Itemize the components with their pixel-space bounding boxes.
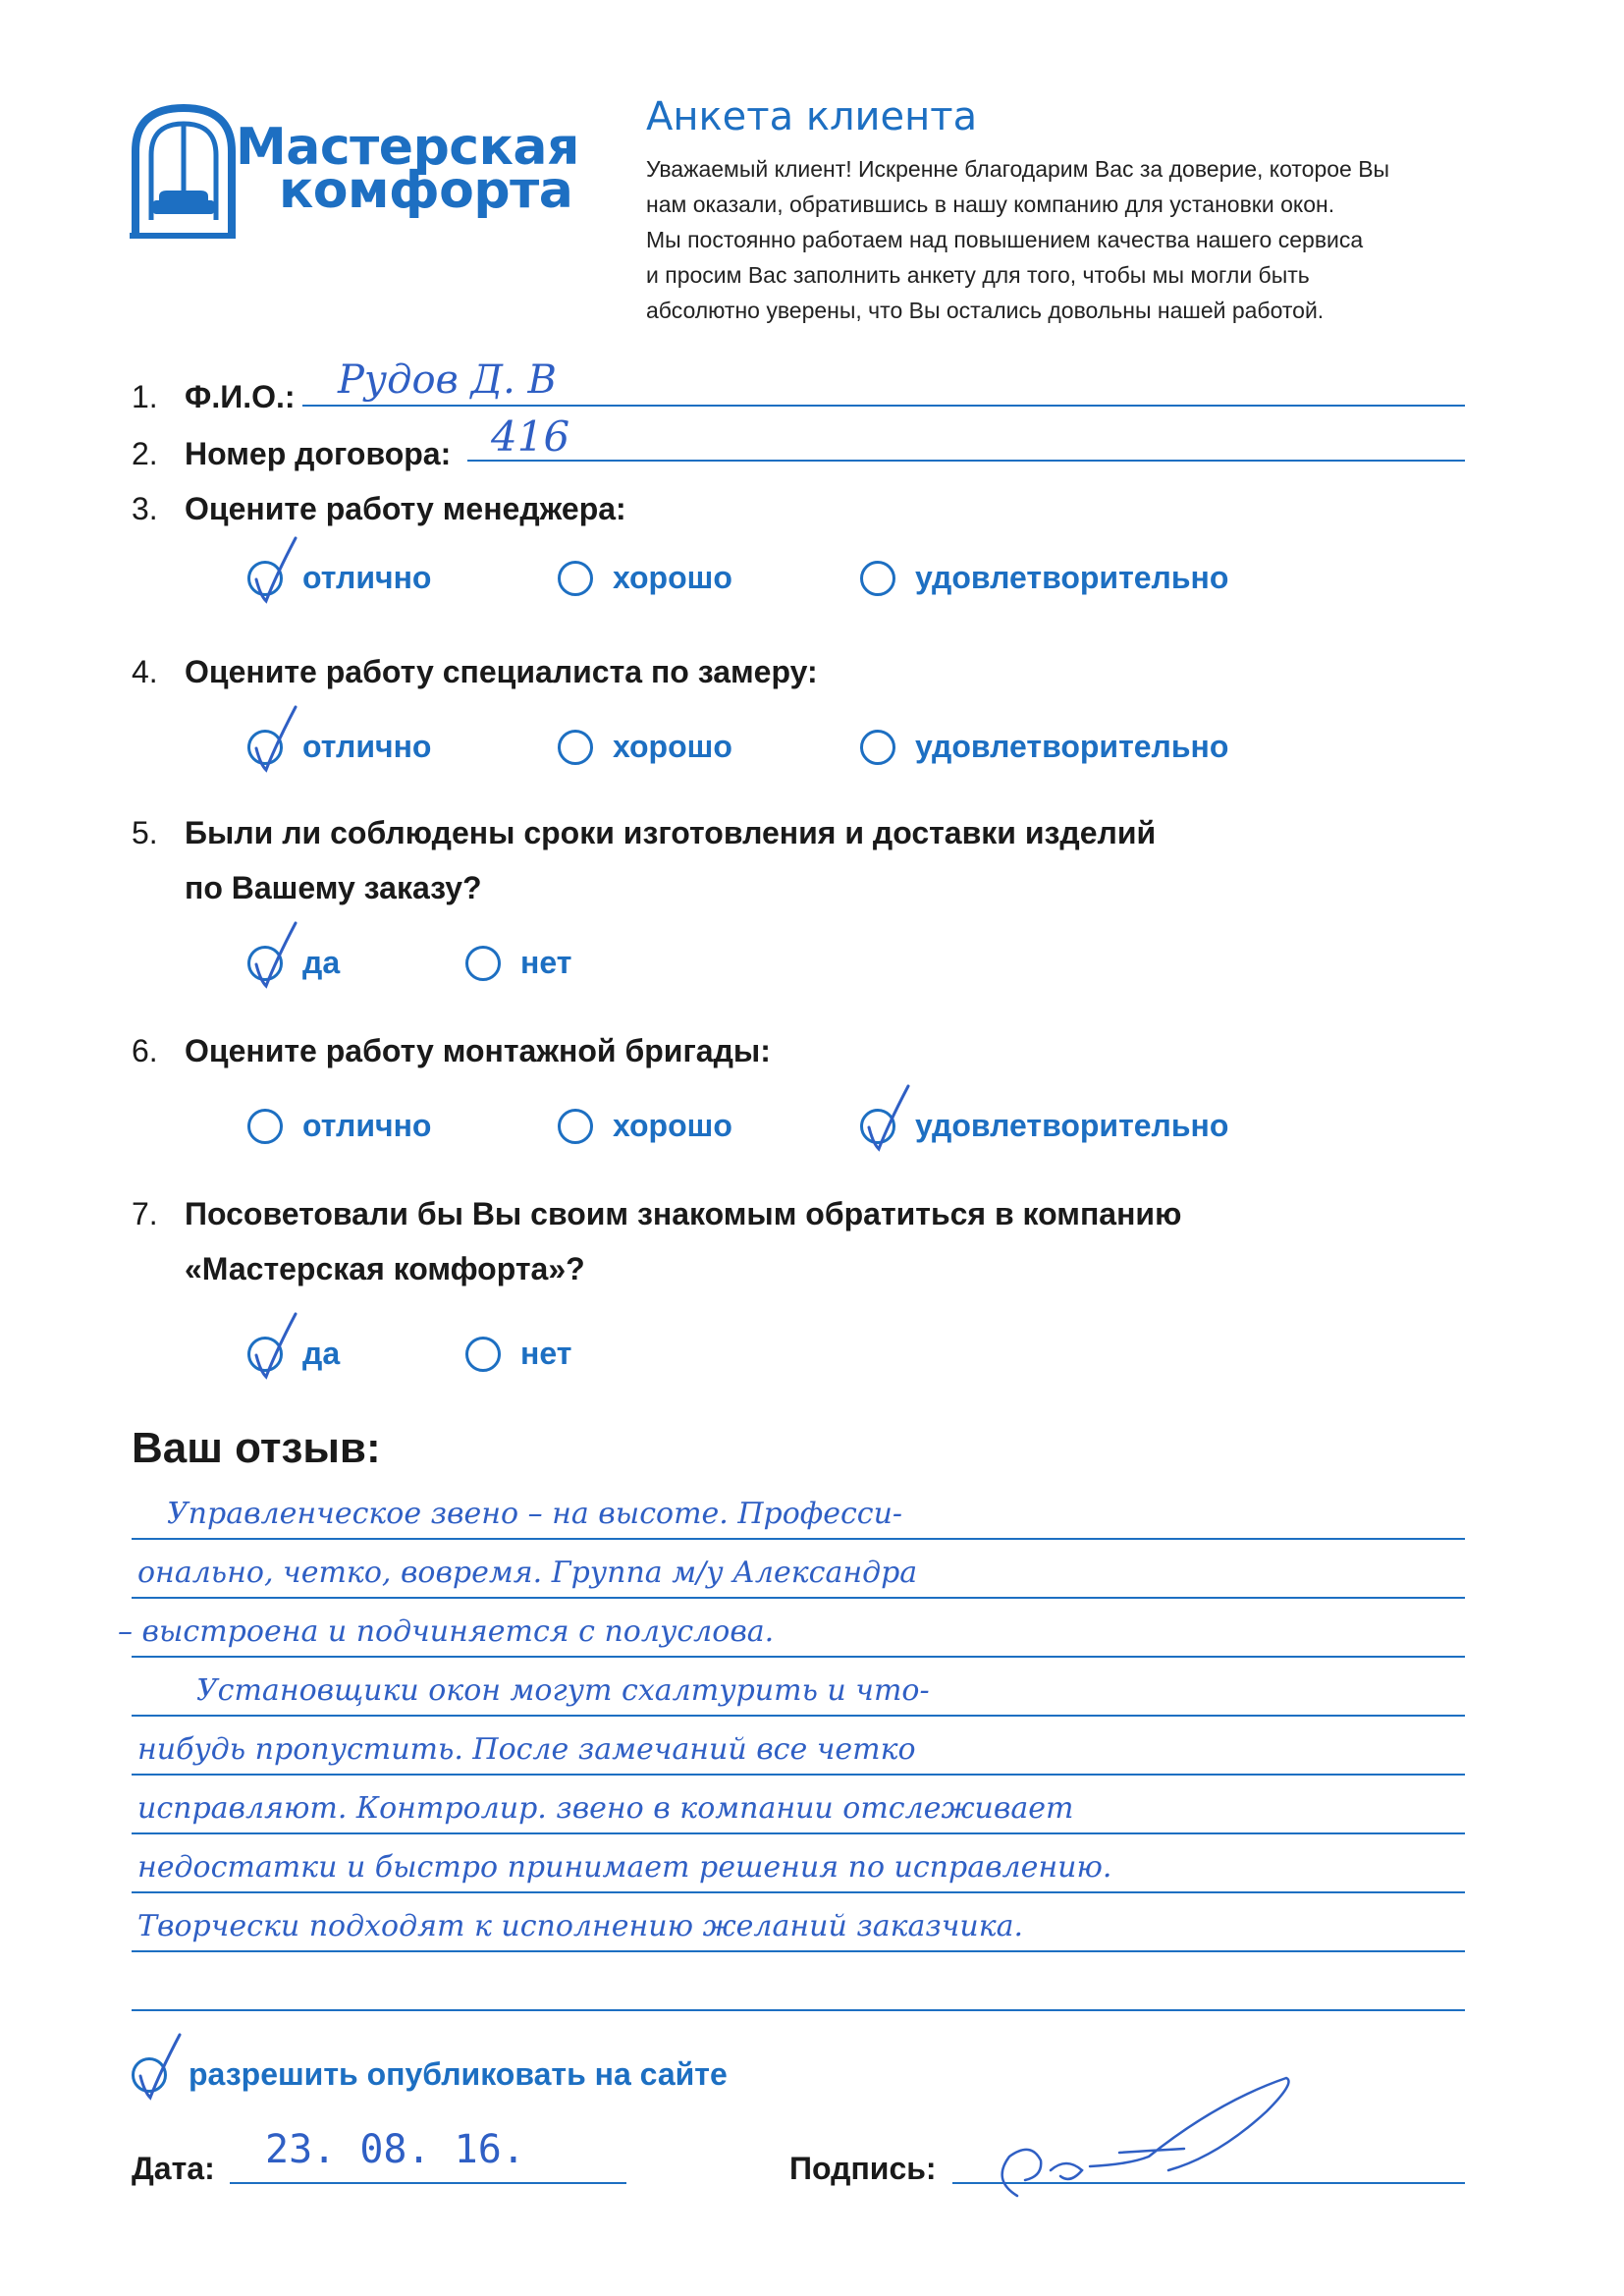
name-underline [302, 405, 1465, 407]
review-handwritten-line[interactable]: – выстроена и подчиняется с полуслова. [118, 1614, 775, 1649]
review-line [132, 1774, 1465, 1776]
question-7 [132, 1196, 1181, 1232]
option-q5-yes[interactable] [247, 945, 340, 981]
radio-button[interactable] [558, 1109, 593, 1144]
option-q6-satisfactory[interactable] [860, 1108, 1228, 1144]
publish-consent-label: разрешить опубликовать на сайте [189, 2056, 728, 2092]
brand-name-line1: Мастерская [236, 118, 579, 177]
option-label: хорошо [613, 560, 732, 595]
review-handwritten-line[interactable]: исправляют. Контролир. звено в компании отслеживает [137, 1791, 1074, 1826]
option-label: нет [520, 1336, 572, 1371]
signature-label: Подпись: [789, 2151, 937, 2186]
option-q7-yes[interactable] [247, 1336, 340, 1372]
option-label: удовлетворительно [915, 560, 1229, 595]
question-number: 3. [132, 491, 158, 526]
radio-button[interactable] [132, 2057, 167, 2093]
window-sofa-logo-icon [130, 102, 238, 240]
question-text: Оцените работу монтажной бригады: [185, 1033, 771, 1068]
question-number: 7. [132, 1196, 158, 1231]
option-label: отлично [302, 1108, 432, 1143]
question-5-continued: по Вашему заказу? [185, 870, 482, 905]
radio-button[interactable] [465, 946, 501, 981]
question-number: 5. [132, 815, 158, 850]
intro-text [646, 151, 1490, 328]
review-line [132, 1538, 1465, 1540]
brand-name-line2: комфорта [279, 161, 573, 220]
checkmark-icon [252, 536, 298, 607]
intro-line: нам оказали, обратившись в нашу компанию для установки окон. [646, 191, 1335, 217]
date-underline [230, 2182, 626, 2184]
handwritten-signature-icon[interactable] [972, 2062, 1326, 2210]
checkmark-icon [252, 1312, 298, 1383]
review-handwritten-line[interactable]: нибудь пропустить. После замечаний все четко [137, 1732, 916, 1767]
intro-line: Уважаемый клиент! Искренне благодарим Вас за доверие, которое Вы [646, 156, 1390, 182]
question-text: Ф.И.О.: [185, 379, 296, 414]
review-handwritten-line[interactable]: Творчески подходят к исполнению желаний заказчика. [137, 1909, 1024, 1943]
option-q4-good[interactable] [558, 729, 732, 765]
checkmark-icon [865, 1084, 910, 1155]
form-title: Анкета клиента [646, 94, 978, 139]
radio-button[interactable] [558, 561, 593, 596]
question-5 [132, 815, 1156, 851]
review-handwritten-line[interactable]: Установщики окон могут схалтурить и что- [196, 1673, 930, 1708]
review-line [132, 1656, 1465, 1658]
radio-button[interactable] [860, 1109, 895, 1144]
question-number: 6. [132, 1033, 158, 1068]
option-label: отлично [302, 560, 432, 595]
question-text: Номер договора: [185, 436, 452, 471]
review-line [132, 1832, 1465, 1834]
review-line [132, 2009, 1465, 2011]
checkmark-icon [252, 705, 298, 776]
contract-underline [467, 460, 1465, 462]
option-label: удовлетворительно [915, 1108, 1229, 1143]
question-text: Оцените работу менеджера: [185, 491, 626, 526]
intro-line: Мы постоянно работаем над повышением качества нашего сервиса [646, 227, 1364, 252]
radio-button[interactable] [247, 1337, 283, 1372]
contract-value[interactable]: 416 [491, 412, 570, 461]
review-line [132, 1950, 1465, 1952]
review-handwritten-line[interactable]: недостатки и быстро принимает решения по исправлению. [137, 1850, 1112, 1885]
radio-button[interactable] [247, 946, 283, 981]
date-label: Дата: [132, 2151, 215, 2186]
radio-button[interactable] [860, 561, 895, 596]
radio-button[interactable] [247, 1109, 283, 1144]
intro-line: абсолютно уверены, что Вы остались довольны нашей работой. [646, 298, 1325, 323]
name-field-label [132, 379, 296, 415]
option-q3-good[interactable] [558, 560, 732, 596]
question-text: Были ли соблюдены сроки изготовления и доставки изделий [185, 815, 1157, 850]
question-3 [132, 491, 626, 527]
option-label: нет [520, 945, 572, 980]
option-label: хорошо [613, 1108, 732, 1143]
question-number: 1. [132, 379, 158, 414]
radio-button[interactable] [247, 561, 283, 596]
date-value[interactable]: 23. 08. 16. [265, 2127, 525, 2172]
question-4 [132, 654, 818, 690]
publish-consent-checkbox[interactable] [132, 2056, 728, 2093]
intro-line: и просим Вас заполнить анкету для того, чтобы мы могли быть [646, 262, 1310, 288]
question-text: Посоветовали бы Вы своим знакомым обратиться в компанию [185, 1196, 1182, 1231]
question-text: Оцените работу специалиста по замеру: [185, 654, 818, 689]
review-handwritten-line[interactable]: онально, четко, вовремя. Группа м/у Александра [137, 1556, 918, 1590]
radio-button[interactable] [465, 1337, 501, 1372]
option-label: удовлетворительно [915, 729, 1229, 764]
question-number: 2. [132, 436, 158, 471]
review-handwritten-line[interactable]: Управленческое звено – на высоте. Професси- [167, 1497, 903, 1531]
name-value[interactable]: Рудов Д. В [338, 357, 557, 403]
option-q6-excellent[interactable] [247, 1108, 431, 1144]
option-q3-excellent[interactable] [247, 560, 431, 596]
question-6 [132, 1033, 771, 1069]
option-q5-no[interactable] [465, 945, 571, 981]
option-q4-excellent[interactable] [247, 729, 431, 765]
option-label: да [302, 945, 341, 980]
review-line [132, 1715, 1465, 1717]
option-label: хорошо [613, 729, 732, 764]
checkmark-icon [252, 921, 298, 992]
review-line [132, 1597, 1465, 1599]
review-line [132, 1891, 1465, 1893]
radio-button[interactable] [558, 730, 593, 765]
question-7-continued: «Мастерская комфорта»? [185, 1251, 585, 1286]
company-logo [130, 102, 579, 240]
option-label: да [302, 1336, 341, 1371]
radio-button[interactable] [860, 730, 895, 765]
option-q7-no[interactable] [465, 1336, 571, 1372]
review-title: Ваш отзыв: [132, 1424, 381, 1472]
checkmark-icon [136, 2033, 182, 2104]
option-q6-good[interactable] [558, 1108, 732, 1144]
contract-field-label [132, 436, 451, 472]
option-q4-satisfactory[interactable] [860, 729, 1228, 765]
option-label: отлично [302, 729, 432, 764]
option-q3-satisfactory[interactable] [860, 560, 1228, 596]
radio-button[interactable] [247, 730, 283, 765]
question-number: 4. [132, 654, 158, 689]
